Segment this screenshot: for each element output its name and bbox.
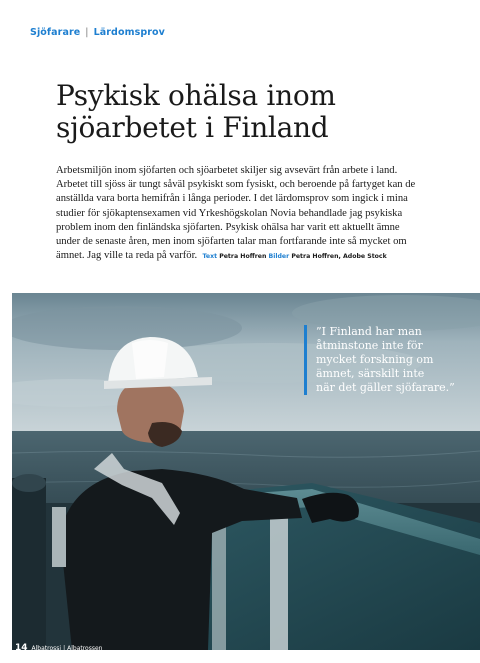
- lead-paragraph: [56, 164, 446, 264]
- image-credit-author: Petra Hoffren, Adobe Stock: [291, 253, 387, 261]
- railing-stripe: [212, 521, 226, 650]
- publication-name-alt: Albatrossen: [67, 645, 103, 652]
- footer-separator: |: [63, 645, 66, 652]
- cloud: [12, 306, 242, 350]
- reflective-stripe: [52, 507, 66, 567]
- bollard: [12, 478, 46, 650]
- pull-quote: [304, 325, 480, 395]
- header-separator: |: [85, 27, 89, 38]
- quote-line: ”I Finland har man: [316, 325, 422, 338]
- quote-line: åtminstone inte för: [316, 339, 423, 352]
- image-credit-label: Bilder: [268, 253, 290, 261]
- quote-line: ämnet, särskilt inte: [316, 367, 425, 380]
- title-line-2: sjöarbetet i Finland: [56, 111, 329, 144]
- quote-line: när det gäller sjöfarare.”: [316, 381, 455, 394]
- section-label: Sjöfarare: [30, 27, 81, 38]
- page-footer: [15, 635, 102, 654]
- text-credit-author: Petra Hoffren: [219, 253, 267, 261]
- quote-line: mycket forskning om: [316, 353, 434, 366]
- page-number: 14: [15, 643, 28, 653]
- lead-line-end: ämnet. Jag ville ta reda på varför.: [56, 250, 198, 262]
- lead-line: problem inom den finländska sjöfarten. Psykisk ohälsa har varit ett aktuellt ämne: [56, 221, 400, 233]
- byline: [203, 253, 387, 260]
- category-label: Lärdomsprov: [93, 27, 165, 38]
- lead-line: Arbetet till sjöss är tungt såväl psykiskt som fysiskt, och beroende på fartyget kan de: [56, 179, 416, 191]
- lead-last-line: [56, 249, 446, 264]
- lead-line: anställda vara borta hemifrån i långa perioder. I det lärdomsprov som ingick i mina: [56, 193, 408, 205]
- publication-name: Albatrossi: [31, 645, 62, 652]
- title-line-1: Psykisk ohälsa inom: [56, 79, 336, 112]
- article-title: [56, 80, 336, 144]
- glove: [302, 493, 359, 523]
- text-credit-label: Text: [202, 253, 218, 261]
- section-header: [30, 27, 165, 38]
- lead-line: under de senaste åren, men inom sjöfarten talar man fortfarande inte så mycket om: [56, 236, 407, 248]
- lead-line: Arbetsmiljön inom sjöfarten och sjöarbetet skiljer sig avsevärt från arbete i land.: [56, 165, 398, 176]
- lead-line: studier för sjökaptensexamen vid Yrkeshögskolan Novia behandlade jag psykiska: [56, 207, 403, 219]
- railing-stripe: [270, 515, 288, 650]
